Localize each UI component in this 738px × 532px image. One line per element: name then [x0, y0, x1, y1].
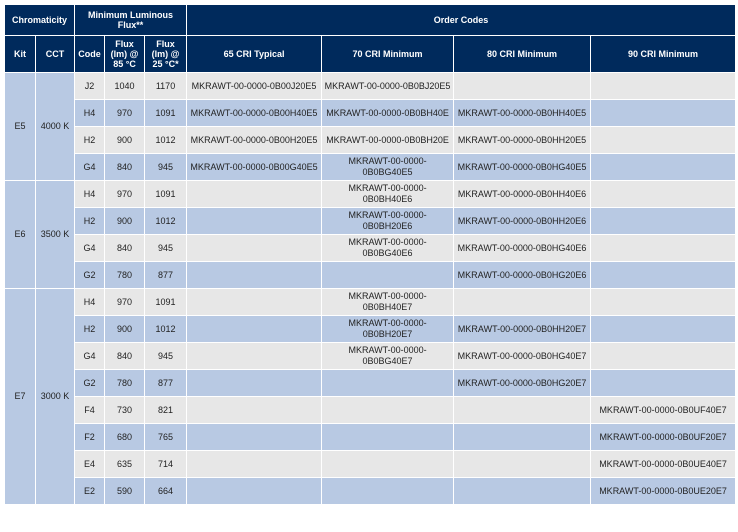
code-cell: E4 — [75, 451, 105, 478]
table-row — [5, 478, 736, 505]
cri65-order-code — [187, 343, 322, 370]
cri65-order-code — [187, 262, 322, 289]
cri90-order-code — [591, 262, 736, 289]
cri80-order-code: MKRAWT-00-0000-0B0HH20E7 — [454, 316, 591, 343]
cri65-order-code — [187, 316, 322, 343]
cri65-order-code: MKRAWT-00-0000-0B00J20E5 — [187, 73, 322, 100]
cri80-order-code — [454, 451, 591, 478]
table-body — [5, 73, 736, 505]
cri70-order-code: MKRAWT-00-0000-0B0BH40E7 — [322, 289, 454, 316]
cri65-order-code: MKRAWT-00-0000-0B00H20E5 — [187, 127, 322, 154]
flux85-cell: 970 — [105, 181, 145, 208]
cri90-order-code — [591, 100, 736, 127]
flux85-cell: 730 — [105, 397, 145, 424]
min-flux-header: Minimum Luminous Flux** — [75, 5, 187, 36]
cri70-header: 70 CRI Minimum — [322, 36, 454, 73]
code-cell: H2 — [75, 316, 105, 343]
kit-cell: E5 — [5, 73, 36, 181]
code-cell: G2 — [75, 370, 105, 397]
code-cell: H2 — [75, 208, 105, 235]
cri70-order-code: MKRAWT-00-0000-0B0BH20E6 — [322, 208, 454, 235]
flux25-cell: 945 — [145, 343, 187, 370]
cri90-order-code: MKRAWT-00-0000-0B0UF40E7 — [591, 397, 736, 424]
cri90-order-code — [591, 343, 736, 370]
cri80-order-code — [454, 397, 591, 424]
cri70-order-code — [322, 370, 454, 397]
cri90-order-code — [591, 235, 736, 262]
cri70-order-code — [322, 478, 454, 505]
code-cell: E2 — [75, 478, 105, 505]
flux25-cell: 1012 — [145, 208, 187, 235]
flux85-cell: 840 — [105, 343, 145, 370]
cri70-order-code: MKRAWT-00-0000-0B0BG40E5 — [322, 154, 454, 181]
code-cell: G4 — [75, 235, 105, 262]
cri90-header: 90 CRI Minimum — [591, 36, 736, 73]
cri90-order-code — [591, 154, 736, 181]
flux25-cell: 821 — [145, 397, 187, 424]
flux85-cell: 900 — [105, 208, 145, 235]
cri80-order-code — [454, 73, 591, 100]
cri70-order-code — [322, 451, 454, 478]
cri65-order-code — [187, 181, 322, 208]
cri70-order-code: MKRAWT-00-0000-0B0BG40E7 — [322, 343, 454, 370]
table-row — [5, 154, 736, 181]
cri70-order-code — [322, 424, 454, 451]
flux85-cell: 970 — [105, 100, 145, 127]
table-row — [5, 73, 736, 100]
flux85-cell: 590 — [105, 478, 145, 505]
cct-cell: 4000 K — [36, 73, 75, 181]
chromaticity-header: Chromaticity — [5, 5, 75, 36]
code-cell: H4 — [75, 100, 105, 127]
cri80-order-code: MKRAWT-00-0000-0B0HH20E5 — [454, 127, 591, 154]
cri80-order-code: MKRAWT-00-0000-0B0HH40E5 — [454, 100, 591, 127]
kit-cell: E6 — [5, 181, 36, 289]
flux25-header: Flux (lm) @ 25 °C* — [145, 36, 187, 73]
cri90-order-code — [591, 370, 736, 397]
flux25-cell: 877 — [145, 262, 187, 289]
cri90-order-code: MKRAWT-00-0000-0B0UE20E7 — [591, 478, 736, 505]
cri80-order-code: MKRAWT-00-0000-0B0HH20E6 — [454, 208, 591, 235]
flux25-cell: 1091 — [145, 289, 187, 316]
cri70-order-code: MKRAWT-00-0000-0B0BH20E — [322, 127, 454, 154]
code-cell: G4 — [75, 343, 105, 370]
code-cell: H4 — [75, 289, 105, 316]
table-row — [5, 127, 736, 154]
cri80-order-code: MKRAWT-00-0000-0B0HH40E6 — [454, 181, 591, 208]
code-cell: H4 — [75, 181, 105, 208]
cri90-order-code — [591, 289, 736, 316]
flux85-header: Flux (lm) @ 85 °C — [105, 36, 145, 73]
cri80-order-code — [454, 289, 591, 316]
table-row — [5, 289, 736, 316]
cri90-order-code — [591, 73, 736, 100]
flux25-cell: 1012 — [145, 127, 187, 154]
flux85-cell: 780 — [105, 262, 145, 289]
flux25-cell: 1091 — [145, 181, 187, 208]
flux85-cell: 900 — [105, 127, 145, 154]
cri80-order-code — [454, 478, 591, 505]
table-row — [5, 370, 736, 397]
order-codes-table — [4, 4, 736, 505]
cri90-order-code — [591, 316, 736, 343]
table-row — [5, 235, 736, 262]
cri65-order-code — [187, 451, 322, 478]
cri65-order-code — [187, 208, 322, 235]
flux25-cell: 877 — [145, 370, 187, 397]
cri65-order-code — [187, 424, 322, 451]
cri80-order-code — [454, 424, 591, 451]
cri90-order-code — [591, 208, 736, 235]
cri65-order-code — [187, 397, 322, 424]
table-row — [5, 100, 736, 127]
table-row — [5, 424, 736, 451]
cct-cell: 3500 K — [36, 181, 75, 289]
flux85-cell: 840 — [105, 154, 145, 181]
flux25-cell: 945 — [145, 154, 187, 181]
code-cell: G2 — [75, 262, 105, 289]
code-header: Code — [75, 36, 105, 73]
kit-cell: E7 — [5, 289, 36, 505]
table-row — [5, 343, 736, 370]
cri90-order-code: MKRAWT-00-0000-0B0UF20E7 — [591, 424, 736, 451]
cri70-order-code: MKRAWT-00-0000-0B0BJ20E5 — [322, 73, 454, 100]
cri90-order-code: MKRAWT-00-0000-0B0UE40E7 — [591, 451, 736, 478]
cri65-order-code — [187, 289, 322, 316]
flux85-cell: 680 — [105, 424, 145, 451]
cri65-order-code — [187, 370, 322, 397]
cct-header: CCT — [36, 36, 75, 73]
flux85-cell: 970 — [105, 289, 145, 316]
flux85-cell: 635 — [105, 451, 145, 478]
cri65-order-code — [187, 478, 322, 505]
flux85-cell: 900 — [105, 316, 145, 343]
kit-header: Kit — [5, 36, 36, 73]
code-cell: H2 — [75, 127, 105, 154]
cct-cell: 3000 K — [36, 289, 75, 505]
cri90-order-code — [591, 127, 736, 154]
cri80-header: 80 CRI Minimum — [454, 36, 591, 73]
cri65-header: 65 CRI Typical — [187, 36, 322, 73]
cri90-order-code — [591, 181, 736, 208]
cri80-order-code: MKRAWT-00-0000-0B0HG40E6 — [454, 235, 591, 262]
flux25-cell: 1012 — [145, 316, 187, 343]
cri70-order-code: MKRAWT-00-0000-0B0BG40E6 — [322, 235, 454, 262]
table-row — [5, 181, 736, 208]
flux85-cell: 840 — [105, 235, 145, 262]
flux25-cell: 664 — [145, 478, 187, 505]
cri70-order-code: MKRAWT-00-0000-0B0BH20E7 — [322, 316, 454, 343]
cri65-order-code — [187, 235, 322, 262]
cri80-order-code: MKRAWT-00-0000-0B0HG20E6 — [454, 262, 591, 289]
order-codes-header: Order Codes — [187, 5, 736, 36]
flux25-cell: 945 — [145, 235, 187, 262]
flux25-cell: 1170 — [145, 73, 187, 100]
flux25-cell: 1091 — [145, 100, 187, 127]
cri65-order-code: MKRAWT-00-0000-0B00G40E5 — [187, 154, 322, 181]
table-row — [5, 262, 736, 289]
cri70-order-code — [322, 262, 454, 289]
table-row — [5, 316, 736, 343]
cri70-order-code: MKRAWT-00-0000-0B0BH40E — [322, 100, 454, 127]
flux85-cell: 780 — [105, 370, 145, 397]
flux25-cell: 714 — [145, 451, 187, 478]
cri65-order-code: MKRAWT-00-0000-0B00H40E5 — [187, 100, 322, 127]
cri80-order-code: MKRAWT-00-0000-0B0HG40E7 — [454, 343, 591, 370]
flux25-cell: 765 — [145, 424, 187, 451]
code-cell: G4 — [75, 154, 105, 181]
flux85-cell: 1040 — [105, 73, 145, 100]
code-cell: J2 — [75, 73, 105, 100]
table-row — [5, 451, 736, 478]
table-row — [5, 397, 736, 424]
code-cell: F4 — [75, 397, 105, 424]
cri70-order-code — [322, 397, 454, 424]
code-cell: F2 — [75, 424, 105, 451]
cri70-order-code: MKRAWT-00-0000-0B0BH40E6 — [322, 181, 454, 208]
table-row — [5, 208, 736, 235]
cri80-order-code: MKRAWT-00-0000-0B0HG40E5 — [454, 154, 591, 181]
cri80-order-code: MKRAWT-00-0000-0B0HG20E7 — [454, 370, 591, 397]
